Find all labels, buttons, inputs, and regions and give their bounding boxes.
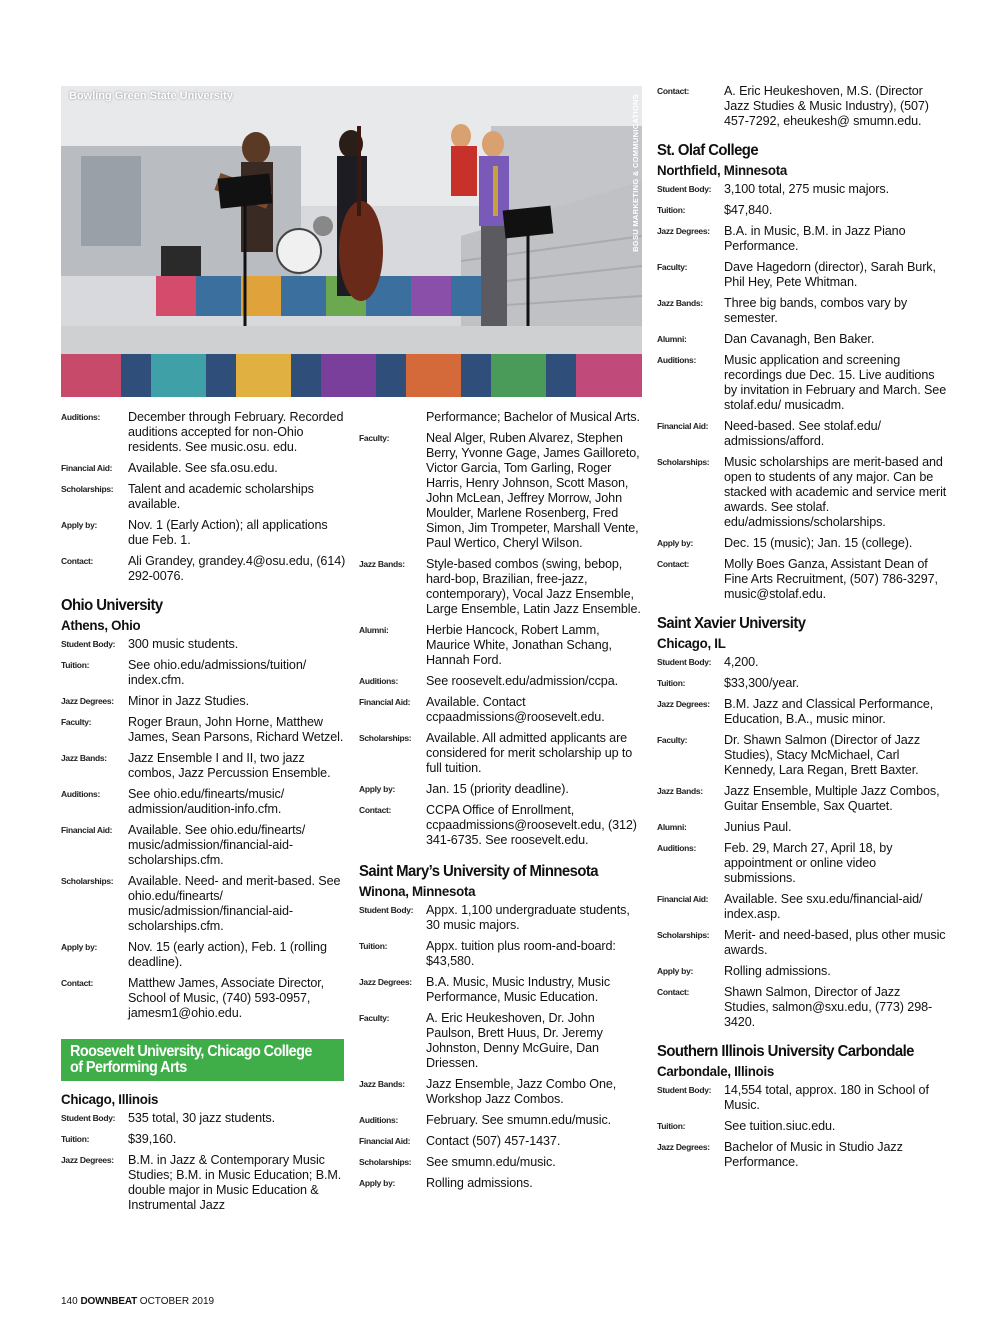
roosevelt-entries	[61, 1111, 346, 1213]
entry-label: Contact:	[61, 978, 94, 988]
entry-label: Auditions:	[359, 1115, 399, 1125]
column-1	[61, 410, 346, 1219]
entry-label: Apply by:	[61, 942, 98, 952]
entry-label: Financial Aid:	[359, 1136, 411, 1146]
entry	[657, 1140, 947, 1170]
entry-label: Auditions:	[657, 843, 697, 853]
entry-label: Apply by:	[61, 520, 98, 530]
entry-label: Contact:	[657, 559, 690, 569]
entry	[657, 224, 947, 254]
entry-label: Scholarships:	[359, 733, 412, 743]
entry-label: Jazz Degrees:	[61, 1155, 114, 1165]
roosevelt-entries-cont	[359, 431, 644, 848]
entry	[359, 1155, 644, 1170]
entry	[657, 1083, 947, 1113]
entry-value: Appx. 1,100 undergraduate students, 30 music majors.	[426, 903, 630, 932]
entry-label: Jazz Bands:	[657, 298, 703, 308]
osu-tail-entries	[61, 410, 346, 584]
entry-label: Jazz Degrees:	[359, 977, 412, 987]
entry-value: See tuition.siuc.edu.	[724, 1119, 836, 1133]
entry-value: Dec. 15 (music); Jan. 15 (college).	[724, 536, 913, 550]
entry	[359, 623, 644, 668]
entry-label: Scholarships:	[61, 484, 114, 494]
entry-value: February. See smumn.edu/music.	[426, 1113, 612, 1127]
entry-value: Available. Contact ccpaadmissions@roosevelt.edu.	[426, 695, 605, 724]
entry-label: Apply by:	[359, 1178, 396, 1188]
entry-value: 3,100 total, 275 music majors.	[724, 182, 889, 196]
entry	[359, 903, 644, 933]
entry	[657, 928, 947, 958]
entry	[61, 658, 346, 688]
entry	[657, 203, 947, 218]
entry	[61, 1111, 346, 1126]
school-header-highlight	[61, 1039, 346, 1081]
entry-value: Dave Hagedorn (director), Sarah Burk, Phil Hey, Pete Whitman.	[724, 260, 936, 289]
entry	[657, 536, 947, 551]
entry-value: A. Eric Heukeshoven, M.S. (Director Jazz Studies & Music Industry), (507) 457-7292, eheukesh@ smumn.edu.	[724, 84, 929, 128]
entry-value: Ali Grandey, grandey.4@osu.edu, (614) 292-0076.	[128, 554, 346, 583]
entry	[61, 1153, 346, 1213]
entry	[359, 803, 644, 848]
entry	[657, 784, 947, 814]
entry	[657, 84, 947, 129]
entry-value: 14,554 total, approx. 180 in School of Music.	[724, 1083, 929, 1112]
magazine-name: DOWNBEAT	[80, 1296, 138, 1307]
entry-label: Student Body:	[61, 639, 116, 649]
entry	[359, 975, 644, 1005]
entry-label: Contact:	[657, 86, 690, 96]
continued-value: Performance; Bachelor of Musical Arts.	[426, 410, 640, 424]
entry-label: Faculty:	[657, 735, 688, 745]
entry-value: Bachelor of Music in Studio Jazz Performance.	[724, 1140, 903, 1169]
entry-label: Student Body:	[61, 1113, 116, 1123]
entry	[61, 637, 346, 652]
entry-value: Dan Cavanagh, Ben Baker.	[724, 332, 875, 346]
entry	[359, 1176, 644, 1191]
entry-label: Tuition:	[657, 1121, 686, 1131]
entry-value: Available. See ohio.edu/finearts/ music/admission/financial-aid-scholarships.cfm.	[128, 823, 306, 867]
entry	[657, 676, 947, 691]
entry	[61, 410, 346, 455]
entry	[657, 985, 947, 1030]
school-name: Southern Illinois University Carbondale	[657, 1043, 914, 1060]
entry	[61, 518, 346, 548]
entry	[61, 751, 346, 781]
entry-label: Student Body:	[657, 184, 712, 194]
entry-value: Available. All admitted applicants are considered for merit scholarship up to full tuition.	[426, 731, 633, 775]
entry-value: See roosevelt.edu/admission/ccpa.	[426, 674, 619, 688]
entry-value: Matthew James, Associate Director, School of Music, (740) 593-0957, jamesm1@ohio.edu.	[128, 976, 325, 1020]
entry-label: Jazz Degrees:	[657, 226, 710, 236]
entry-label: Alumni:	[657, 334, 687, 344]
entry-value: 535 total, 30 jazz students.	[128, 1111, 276, 1125]
entry	[61, 461, 346, 476]
entry	[657, 182, 947, 197]
entry-label: Student Body:	[359, 905, 414, 915]
entry-label: Financial Aid:	[61, 463, 113, 473]
entry	[359, 1077, 644, 1107]
entry-value: Available. Need- and merit-based. See ohio.edu/finearts/ music/admission/financial-aid-scholarships.cfm.	[128, 874, 341, 933]
entry-label: Student Body:	[657, 1085, 712, 1095]
entry-value: Available. See sxu.edu/financial-aid/ index.asp.	[724, 892, 923, 921]
entry-value: A. Eric Heukeshoven, Dr. John Paulson, Brett Huus, Dr. Jeremy Johnston, Denny McGuire, Dan Driessen.	[426, 1011, 603, 1070]
entry-label: Scholarships:	[359, 1157, 412, 1167]
entry-label: Apply by:	[657, 538, 694, 548]
entry-value: Roger Braun, John Horne, Matthew James, Sean Parsons, Richard Wetzel.	[128, 715, 344, 744]
entry	[359, 1134, 644, 1149]
entry-label: Jazz Degrees:	[61, 696, 114, 706]
entry-value: See smumn.edu/music.	[426, 1155, 556, 1169]
entry-value: Shawn Salmon, Director of Jazz Studies, salmon@sxu.edu, (773) 298-3420.	[724, 985, 933, 1029]
school-location: Northfield, Minnesota	[657, 162, 787, 178]
entry-value: See ohio.edu/admissions/tuition/ index.cfm.	[128, 658, 307, 687]
entry-label: Contact:	[657, 987, 690, 997]
entry	[61, 554, 346, 584]
entry	[657, 260, 947, 290]
entry-value: Jan. 15 (priority deadline).	[426, 782, 569, 796]
page-footer	[61, 1296, 214, 1307]
entry	[61, 823, 346, 868]
school-location: Chicago, IL	[657, 635, 726, 651]
entry-value: Junius Paul.	[724, 820, 792, 834]
entry-label: Jazz Degrees:	[657, 699, 710, 709]
entry-label: Financial Aid:	[657, 421, 709, 431]
entry-value: $33,300/year.	[724, 676, 800, 690]
entry	[359, 1011, 644, 1071]
entry-value: Neal Alger, Ruben Alvarez, Stephen Berry, Yvonne Gage, James Gailloreto, Victor Garcia, Tom Garling, Roger Harris, Henry Johnson, Scott Mason, John McLean, Jeffrey Morrow, John Moulder, Marlene Rosenberg, Fred Simon, Jim Trompeter, Marshall Vente, Paul Wertico, Cheryl Wilson.	[426, 431, 640, 550]
entry-label: Apply by:	[657, 966, 694, 976]
entry-label: Alumni:	[657, 822, 687, 832]
entry	[359, 674, 644, 689]
issue-date: OCTOBER 2019	[139, 1296, 215, 1307]
stolaf-entries	[657, 182, 947, 602]
entry-label: Tuition:	[61, 660, 90, 670]
entry-label: Apply by:	[359, 784, 396, 794]
entry	[61, 787, 346, 817]
entry-label: Faculty:	[657, 262, 688, 272]
entry	[359, 939, 644, 969]
entry-label: Scholarships:	[657, 457, 710, 467]
entry-value: See ohio.edu/finearts/music/ admission/audition-info.cfm.	[128, 787, 285, 816]
entry-label: Alumni:	[359, 625, 389, 635]
sxu-entries	[657, 655, 947, 1030]
entry-label: Auditions:	[61, 412, 101, 422]
photo-illustration	[61, 86, 642, 397]
entry-label: Jazz Bands:	[359, 559, 405, 569]
entry	[657, 892, 947, 922]
school-location: Chicago, Illinois	[61, 1091, 159, 1107]
entry-value: $39,160.	[128, 1132, 177, 1146]
entry-label: Auditions:	[359, 676, 399, 686]
entry-label: Tuition:	[61, 1134, 90, 1144]
entry	[359, 431, 644, 551]
entry-label: Jazz Bands:	[657, 786, 703, 796]
entry-value: B.A. in Music, B.M. in Jazz Piano Performance.	[724, 224, 906, 253]
page-number: 140	[61, 1296, 78, 1307]
entry	[657, 733, 947, 778]
entry-value: Jazz Ensemble, Multiple Jazz Combos, Guitar Ensemble, Sax Quartet.	[724, 784, 940, 813]
entry-label: Jazz Bands:	[359, 1079, 405, 1089]
entry	[359, 557, 644, 617]
entry-value: Contact (507) 457-1437.	[426, 1134, 561, 1148]
entry	[359, 782, 644, 797]
entry-label: Tuition:	[359, 941, 388, 951]
school-location: Winona, Minnesota	[359, 883, 476, 899]
entry-value: Dr. Shawn Salmon (Director of Jazz Studies), Stacy McMichael, Carl Kennedy, Lara Regan, Brett Baxter.	[724, 733, 921, 777]
entry-value: Rolling admissions.	[724, 964, 831, 978]
entry-value: Style-based combos (swing, bebop, hard-bop, Brazilian, free-jazz, contemporary), Vocal Jazz Ensemble, Large Ensemble, Latin Jazz Ensemble.	[426, 557, 641, 616]
entry-value: $47,840.	[724, 203, 773, 217]
entry-value: Jazz Ensemble I and II, two jazz combos, Jazz Percussion Ensemble.	[128, 751, 331, 780]
entry	[657, 655, 947, 670]
entry	[657, 697, 947, 727]
entry-value: 300 music students.	[128, 637, 239, 651]
entry-value: Feb. 29, March 27, April 18, by appointment or online video submissions.	[724, 841, 893, 885]
entry	[657, 332, 947, 347]
entry-label: Faculty:	[359, 433, 390, 443]
entry-label: Faculty:	[359, 1013, 390, 1023]
entry	[61, 940, 346, 970]
entry-value: Appx. tuition plus room-and-board: $43,580.	[426, 939, 616, 968]
entry-value: B.A. Music, Music Industry, Music Performance, Music Education.	[426, 975, 611, 1004]
entry-value: Music scholarships are merit-based and open to students of any major. Can be stacked with academic and service merit awards. See stolaf. edu/admissions/scholarships.	[724, 455, 947, 529]
entry	[359, 731, 644, 776]
entry-label: Scholarships:	[61, 876, 114, 886]
entry-label: Tuition:	[657, 205, 686, 215]
entry-value: CCPA Office of Enrollment, ccpaadmissions@roosevelt.edu, (312) 341-6735. See roosevelt.edu.	[426, 803, 637, 847]
entry-value: Music application and screening recordings due Dec. 15. Live auditions by invitation in February and March. See stolaf.edu/ musicadm.	[724, 353, 947, 412]
entry	[61, 715, 346, 745]
concert-photo	[61, 86, 642, 397]
column-2	[359, 410, 644, 1197]
entry	[61, 976, 346, 1021]
entry-label: Tuition:	[657, 678, 686, 688]
school-name: Saint Xavier University	[657, 615, 806, 632]
siu-entries	[657, 1083, 947, 1170]
entry	[657, 964, 947, 979]
ohio-entries	[61, 637, 346, 1021]
entry-value: Nov. 1 (Early Action); all applications due Feb. 1.	[128, 518, 328, 547]
entry	[657, 1119, 947, 1134]
entry-value: Need-based. See stolaf.edu/ admissions/afford.	[724, 419, 881, 448]
entry-value: Jazz Ensemble, Jazz Combo One, Workshop Jazz Combos.	[426, 1077, 617, 1106]
entry-label: Jazz Degrees:	[657, 1142, 710, 1152]
school-location: Athens, Ohio	[61, 617, 141, 633]
entry	[657, 820, 947, 835]
entry	[657, 841, 947, 886]
entry-value: Nov. 15 (early action), Feb. 1 (rolling deadline).	[128, 940, 327, 969]
entry-label: Financial Aid:	[359, 697, 411, 707]
school-location: Carbondale, Illinois	[657, 1063, 774, 1079]
entry	[657, 296, 947, 326]
entry-value: Minor in Jazz Studies.	[128, 694, 249, 708]
photo-caption: Bowling Green State University	[69, 90, 233, 102]
entry-value: B.M. Jazz and Classical Performance, Education, B.A., music minor.	[724, 697, 934, 726]
school-name: St. Olaf College	[657, 142, 759, 159]
entry-label: Student Body:	[657, 657, 712, 667]
entry-label: Financial Aid:	[657, 894, 709, 904]
entry	[61, 694, 346, 709]
school-name: Roosevelt University, Chicago College of Performing Arts	[70, 1043, 312, 1076]
entry-label: Auditions:	[61, 789, 101, 799]
school-name: Ohio University	[61, 597, 163, 614]
school-name: Saint Mary’s University of Minnesota	[359, 863, 599, 880]
entry-value: Herbie Hancock, Robert Lamm, Maurice White, Jonathan Schang, Hannah Ford.	[426, 623, 612, 667]
entry-label: Contact:	[61, 556, 94, 566]
entry	[657, 419, 947, 449]
photo-credit: BGSU MARKETING & COMMUNICATIONS	[631, 94, 640, 252]
entry	[359, 695, 644, 725]
column-3	[657, 84, 947, 1176]
entry	[61, 874, 346, 934]
entry	[657, 557, 947, 602]
entry-value: Available. See sfa.osu.edu.	[128, 461, 278, 475]
entry-label: Contact:	[359, 805, 392, 815]
entry	[359, 1113, 644, 1128]
entry	[61, 1132, 346, 1147]
entry-value: Merit- and need-based, plus other music awards.	[724, 928, 946, 957]
entry	[61, 482, 346, 512]
entry	[657, 353, 947, 413]
entry-value: B.M. in Jazz & Contemporary Music Studies; B.M. in Music Education; B.M. double major in Music Education & Instrumental Jazz	[128, 1153, 342, 1212]
entry-label: Jazz Bands:	[61, 753, 107, 763]
entry-label: Auditions:	[657, 355, 697, 365]
entry-label: Faculty:	[61, 717, 92, 727]
entry-value: Three big bands, combos vary by semester.	[724, 296, 908, 325]
entry	[657, 455, 947, 530]
entry-label: Scholarships:	[657, 930, 710, 940]
entry-value: 4,200.	[724, 655, 759, 669]
entry-value: Talent and academic scholarships available.	[128, 482, 314, 511]
entry-label: Financial Aid:	[61, 825, 113, 835]
entry-value: Rolling admissions.	[426, 1176, 533, 1190]
entry-value: Molly Boes Ganza, Assistant Dean of Fine Arts Recruitment, (507) 786-3297, music@stolaf.edu.	[724, 557, 938, 601]
smu-entries	[359, 903, 644, 1191]
entry-value: December through February. Recorded auditions accepted for non-Ohio residents. See music.osu. edu.	[128, 410, 344, 454]
